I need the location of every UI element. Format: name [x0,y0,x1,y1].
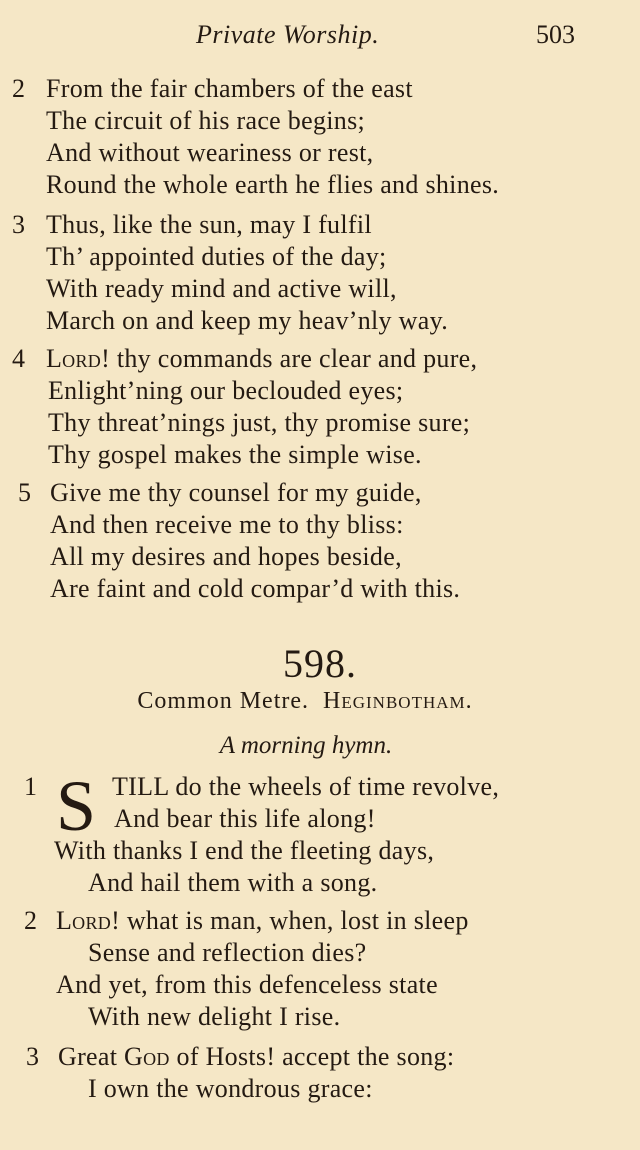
stanza-number: 4 [12,344,25,373]
drop-cap: S [56,766,97,846]
hymn-subtitle: A morning hymn. [219,732,393,759]
verse-line: Sense and reflection dies? [88,938,367,967]
verse-line: March on and keep my heav’nly way. [46,306,448,335]
stanza-number: 3 [12,210,25,239]
verse-line-part: Great [58,1042,125,1071]
verse-line [46,344,477,374]
verse-line-rest: do the wheels of time revolve, [168,772,500,801]
lord-smallcaps: Lord [56,906,112,935]
stanza-number: 2 [24,906,37,935]
god-smallcaps: God [124,1042,170,1071]
hymn-meter: Common Metre. [137,688,310,714]
stanza-number: 5 [18,478,31,507]
page-number: 503 [536,20,575,49]
verse-line: And bear this life along! [114,804,376,833]
verse-line: With ready mind and active will, [46,274,397,303]
verse-line: Thy threat’nings just, thy promise sure; [48,408,471,437]
verse-line: Th’ appointed duties of the day; [46,242,387,271]
verse-line: I own the wondrous grace: [88,1074,373,1103]
verse-line-rest: of Hosts! accept the song: [169,1042,455,1071]
verse-line [56,906,469,936]
verse-line [112,772,499,802]
verse-line: And hail them with a song. [88,868,378,897]
verse-line: With thanks I end the fleeting days, [54,836,435,865]
verse-line [58,1042,454,1072]
hymn-author: Heginbotham. [323,688,473,714]
verse-line: Thy gospel makes the simple wise. [48,440,422,469]
verse-line: From the fair chambers of the east [46,74,413,103]
verse-line: Thus, like the sun, may I fulfil [46,210,372,239]
lord-smallcaps: Lord [46,344,102,373]
verse-line: And without weariness or rest, [46,138,374,167]
hymn-number: 598. [283,641,357,686]
verse-line: Give me thy counsel for my guide, [50,478,422,507]
verse-line: All my desires and hopes beside, [50,542,402,571]
verse-line-rest: ! thy commands are clear and pure, [101,344,478,373]
running-title: Private Worship. [196,20,380,49]
verse-line: Enlight’ning our beclouded eyes; [48,376,404,405]
first-word-caps: TILL [112,772,169,801]
verse-line: With new delight I rise. [88,1002,341,1031]
stanza-number: 2 [12,74,25,103]
stanza-number: 3 [26,1042,39,1071]
verse-line: Are faint and cold compar’d with this. [50,574,461,603]
stanza-number: 1 [24,772,37,801]
verse-line: And then receive me to thy bliss: [50,510,404,539]
verse-line: Round the whole earth he flies and shines. [46,170,500,199]
hymn-meter-line [0,688,610,715]
running-header [0,20,640,56]
verse-line: And yet, from this defenceless state [56,970,438,999]
verse-line-rest: ! what is man, when, lost in sleep [111,906,469,935]
verse-line: The circuit of his race begins; [46,106,366,135]
